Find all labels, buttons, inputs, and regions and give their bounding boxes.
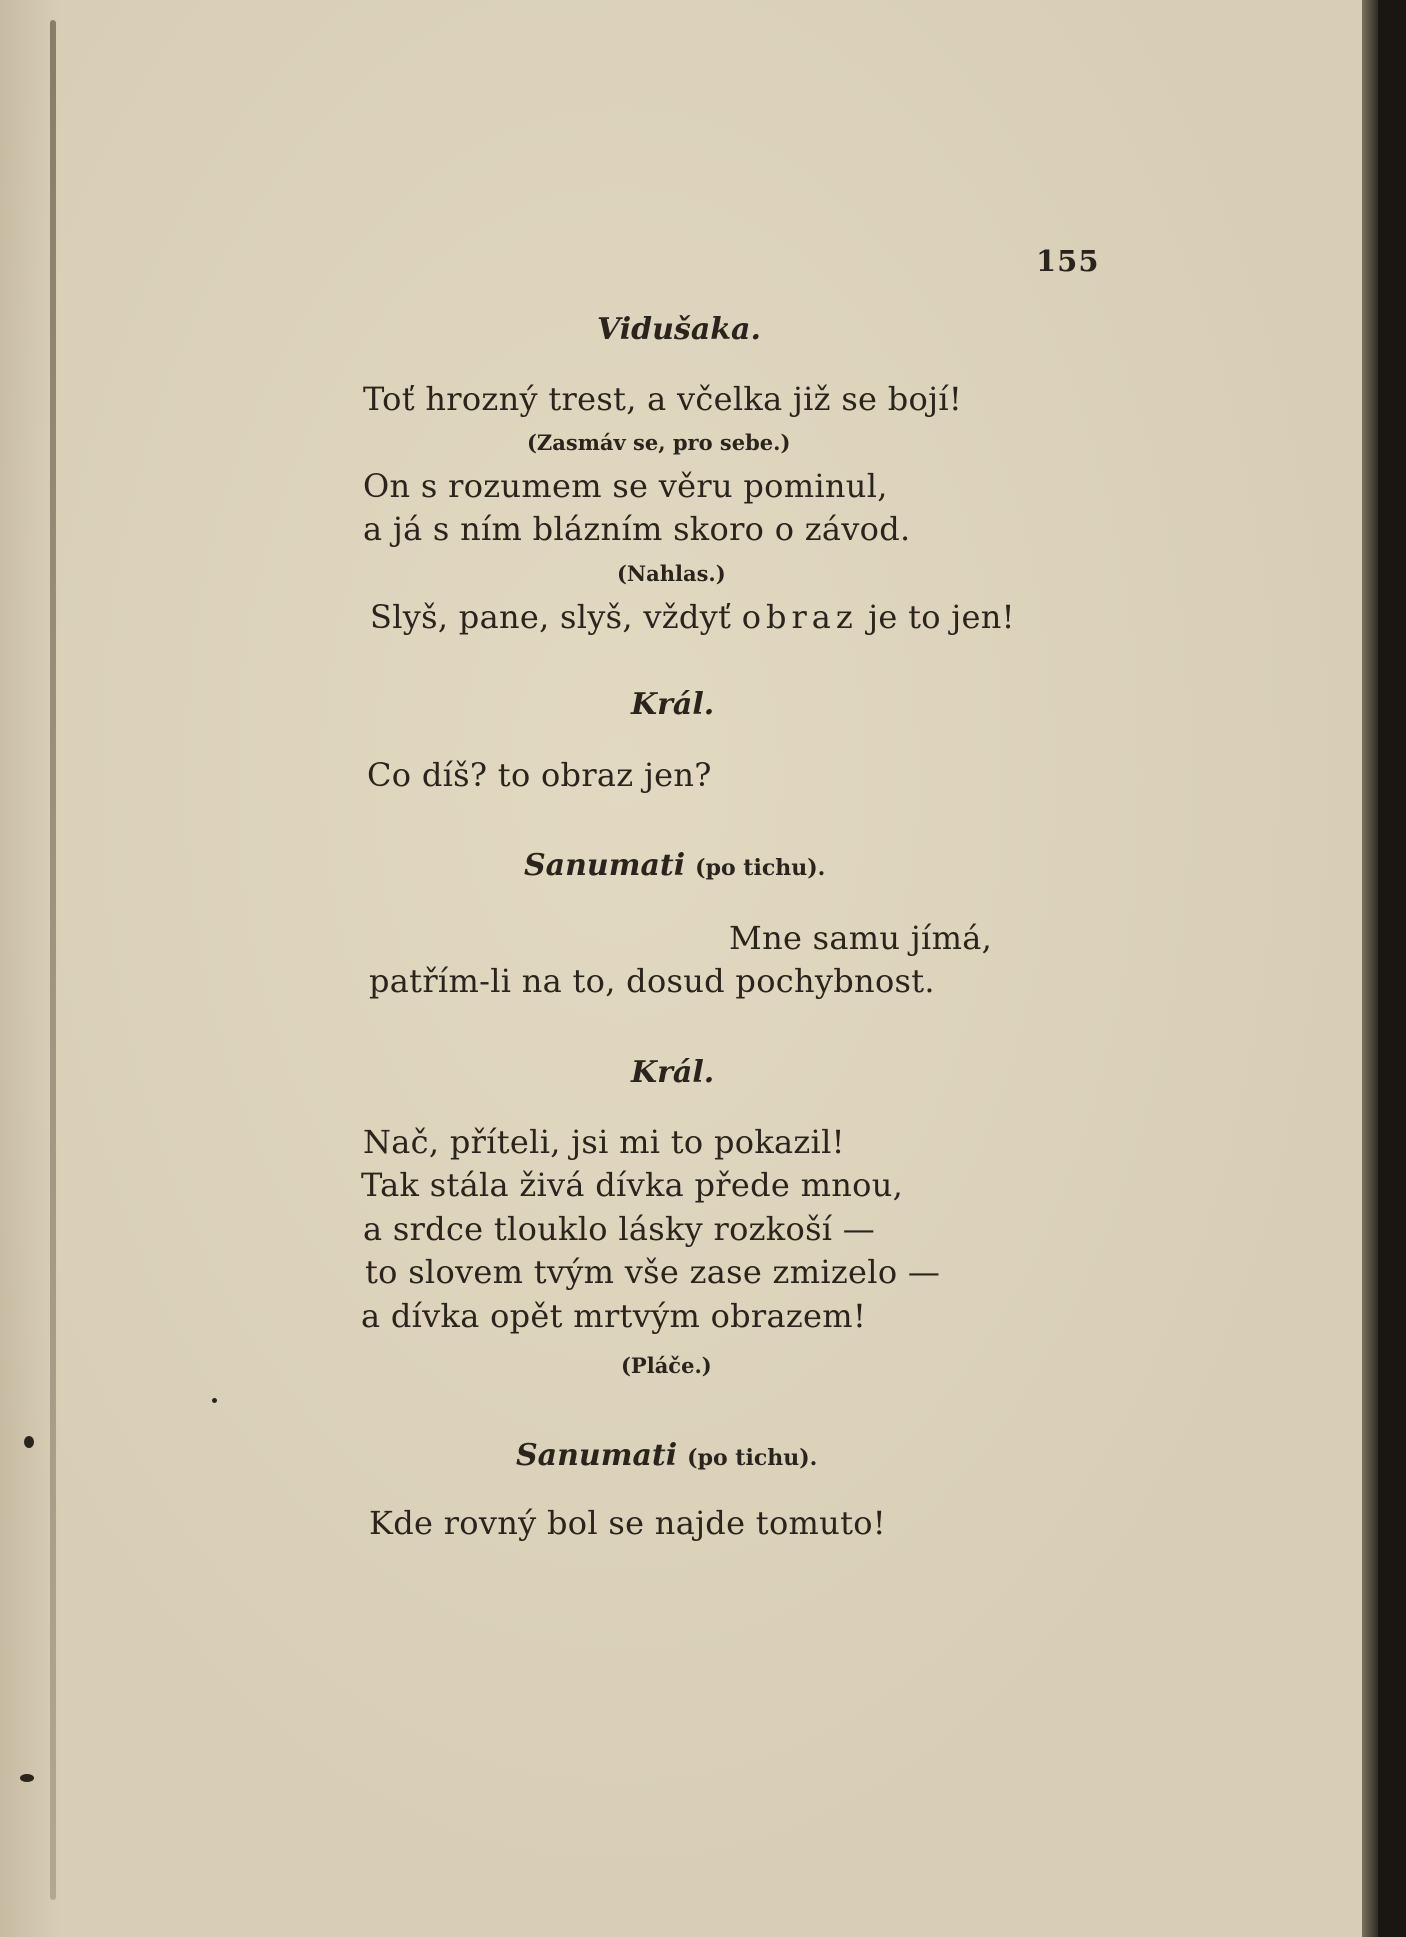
speaker-name: Král.	[631, 687, 715, 722]
stage-direction: (Zasmáv se, pro sebe.)	[527, 430, 791, 455]
verse-line-start: Slyš, pane, slyš, vždyť	[370, 598, 742, 636]
verse-line: a já s ním blázním skoro o závod.	[363, 510, 911, 548]
verse-line: Tak stála živá dívka přede mnou,	[361, 1166, 904, 1204]
ink-speck	[24, 1436, 34, 1448]
page-number: 155	[1036, 244, 1100, 278]
stage-direction: (po tichu).	[687, 1445, 818, 1471]
ink-speck	[20, 1774, 34, 1782]
verse-line: a dívka opět mrtvým obrazem!	[361, 1297, 867, 1335]
stage-direction: (po tichu).	[695, 855, 826, 881]
verse-line	[370, 598, 1015, 636]
verse-line: a srdce tlouklo lásky rozkoší —	[363, 1210, 876, 1248]
verse-line: to slovem tvým vše zase zmizelo —	[365, 1253, 941, 1291]
page-edge	[1362, 0, 1378, 1937]
speaker-name: Král.	[631, 1055, 715, 1090]
speaker-label: Sanumati	[524, 848, 686, 883]
verse-line: Co díš? to obraz jen?	[367, 756, 712, 794]
speaker-name: Vidušaka.	[597, 312, 761, 347]
verse-line: Nač, příteli, jsi mi to pokazil!	[363, 1123, 845, 1161]
speaker-name	[524, 848, 825, 883]
verse-line: Toť hrozný trest, a včelka již se bojí!	[363, 380, 963, 418]
verse-line: patřím-li na to, dosud pochybnost.	[369, 962, 935, 1000]
ink-speck	[212, 1398, 217, 1403]
stage-direction: (Pláče.)	[621, 1353, 712, 1378]
verse-line-end: je to jen!	[857, 598, 1015, 636]
verse-line: On s rozumem se věru pominul,	[363, 467, 888, 505]
speaker-label: Sanumati	[516, 1438, 678, 1473]
verse-line: Kde rovný bol se najde tomuto!	[369, 1504, 886, 1542]
binding-fold	[50, 20, 56, 1900]
verse-line-emphasis: obraz	[741, 598, 858, 636]
speaker-name	[516, 1438, 817, 1473]
stage-direction: (Nahlas.)	[617, 561, 726, 586]
verse-line: Mne samu jímá,	[729, 919, 993, 957]
